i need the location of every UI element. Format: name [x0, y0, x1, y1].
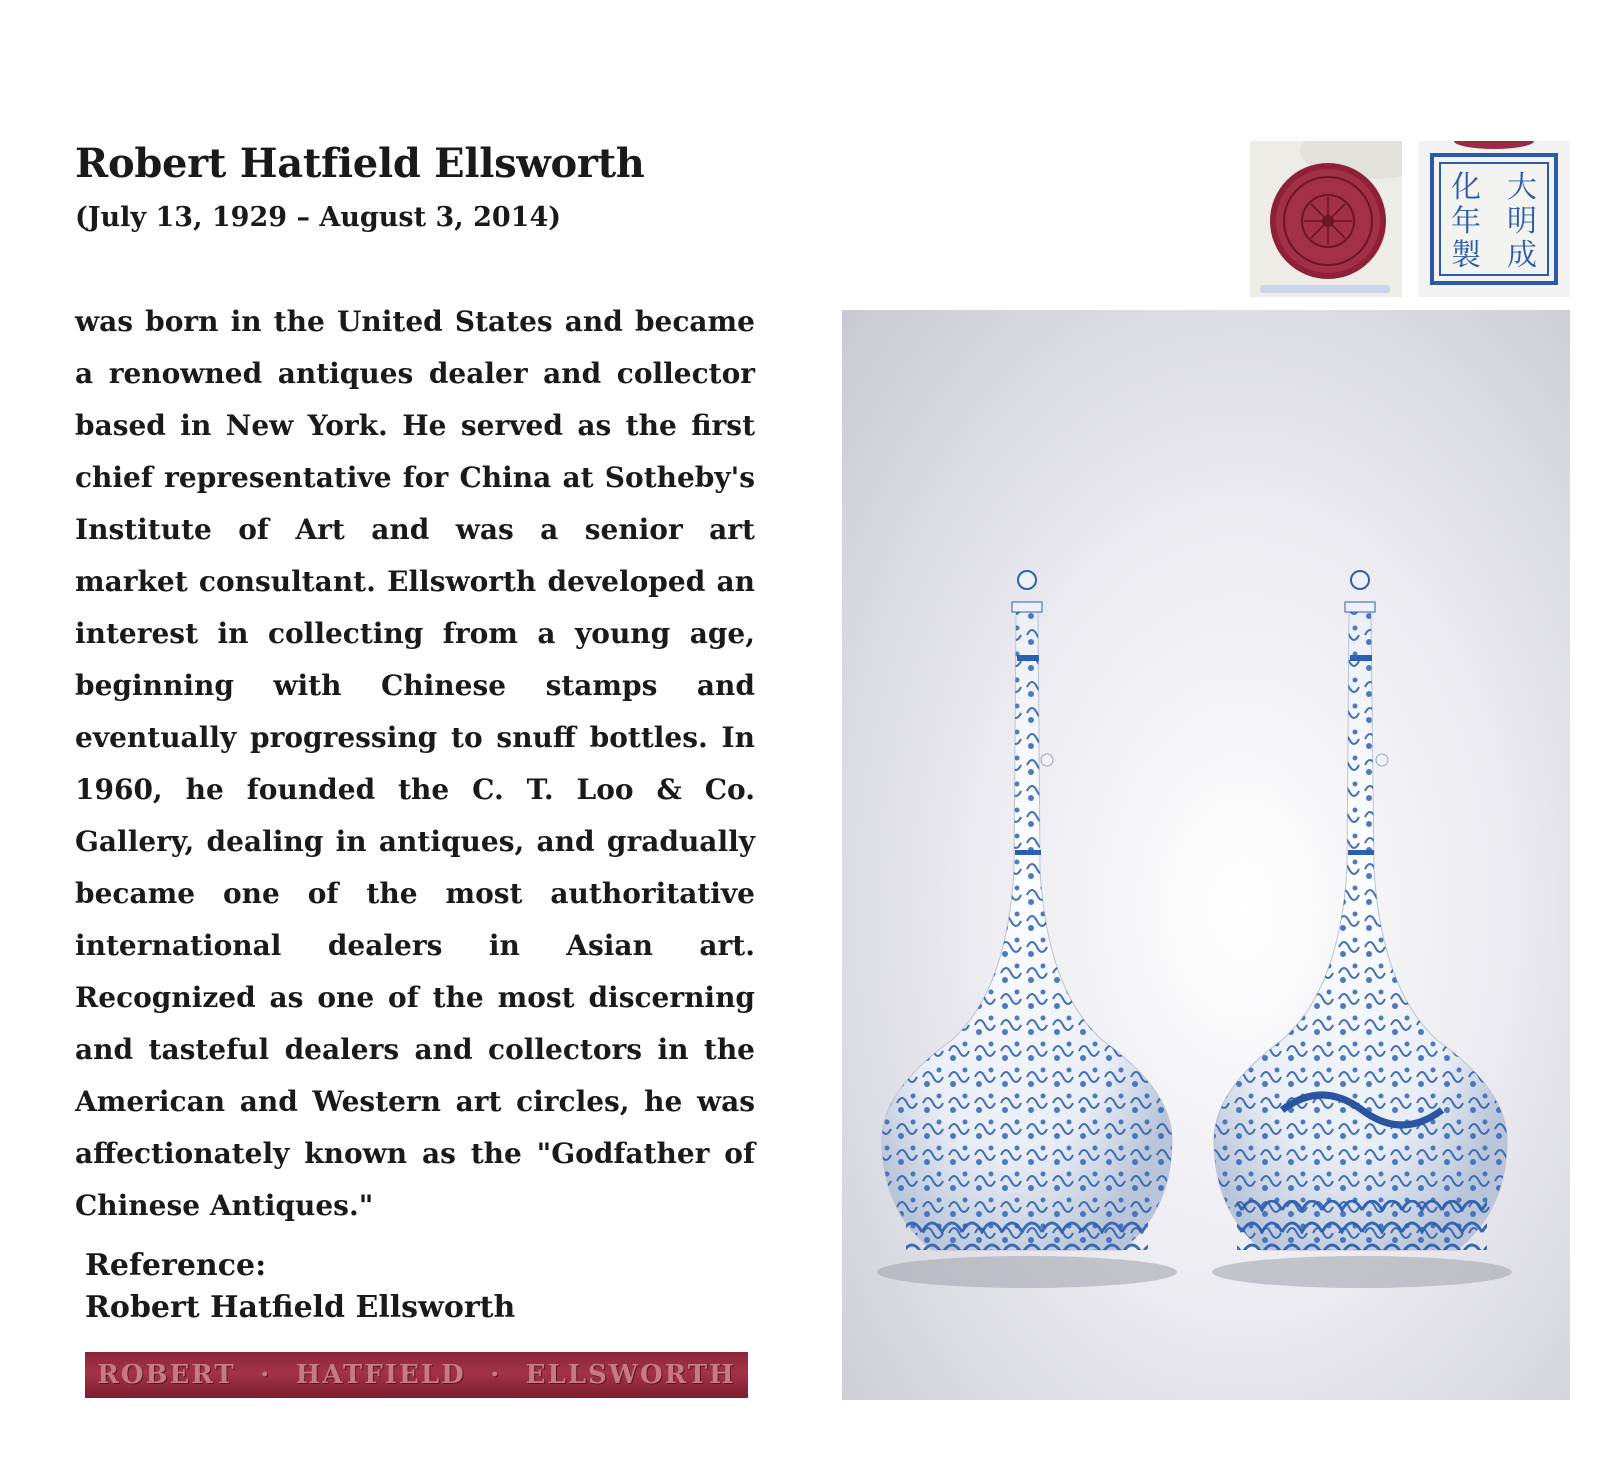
vase-pair-image	[842, 310, 1570, 1400]
page-title: Robert Hatfield Ellsworth	[75, 140, 645, 187]
left-vase	[882, 571, 1172, 1250]
reference-label: Reference:	[85, 1248, 267, 1283]
svg-text:年: 年	[1451, 204, 1481, 239]
right-vase	[1214, 571, 1507, 1250]
svg-text:製: 製	[1451, 238, 1481, 273]
life-dates: (July 13, 1929 – August 3, 2014)	[75, 202, 562, 233]
stamp-part: HATFIELD	[295, 1360, 466, 1390]
svg-text:成: 成	[1507, 238, 1537, 273]
biography-text: was born in the United States and became a renowned antiques dealer and collector based in New York. He served as the first chief representative for China at Sotheby's Institute of Art and was a senior art market consultant. Ellsworth developed an interest in collecting from a young age, beginning with Chinese stamps and eventually progressing to snuff bottles. In 1960, he founded the C. T. Loo & Co. Gallery, dealing in antiques, and gradually became one of the most authoritative international dealers in Asian art. Recognized as one of the most discerning and tasteful dealers and collectors in the American and Western art circles, he was affectionately known as the "Godfather of Chinese Antiques."	[75, 305, 755, 1222]
stamp-separator: ·	[260, 1360, 272, 1390]
reign-mark-thumbnail	[1418, 141, 1570, 297]
wax-seal-image	[1250, 141, 1402, 297]
vases-photo	[842, 310, 1570, 1400]
wax-seal-thumbnail	[1250, 141, 1402, 297]
svg-text:明: 明	[1507, 204, 1537, 239]
stamp-part: ROBERT	[97, 1360, 236, 1390]
reign-mark-image	[1418, 141, 1570, 297]
stamp-separator: ·	[490, 1360, 502, 1390]
ellsworth-stamp-image	[85, 1352, 748, 1398]
svg-text:大: 大	[1507, 170, 1537, 205]
stamp-part: ELLSWORTH	[525, 1360, 736, 1390]
svg-text:化: 化	[1451, 170, 1481, 205]
reference-name: Robert Hatfield Ellsworth	[85, 1290, 516, 1325]
